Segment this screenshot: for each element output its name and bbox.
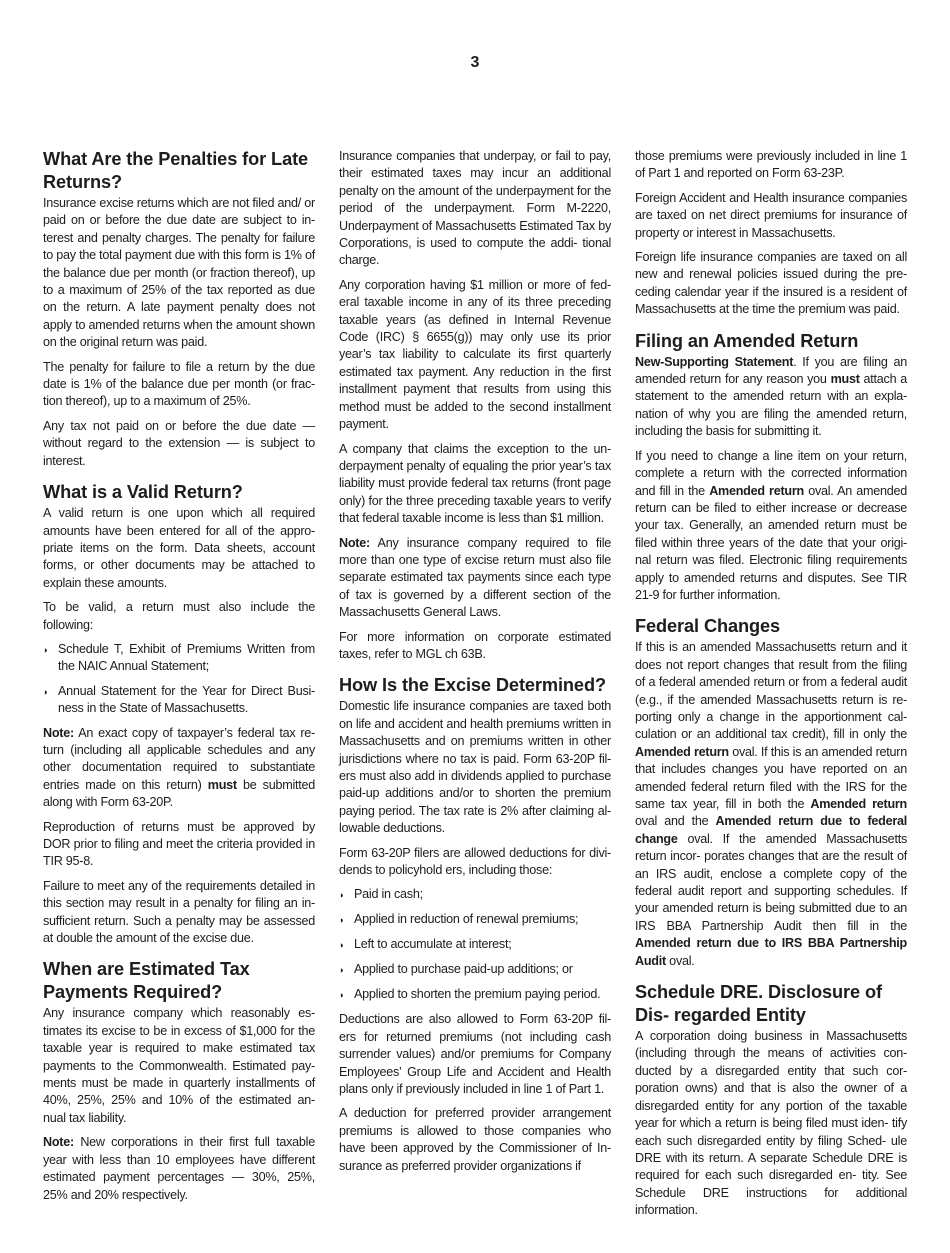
federal-text: oval and the [635,814,716,829]
bullet-text: Left to accumulate at interest; [354,937,512,952]
bullet-text: Schedule T, Exhibit of Premiums Written from the NAIC Annual Statement; [58,641,315,674]
paragraph-ppo: A deduction for preferred provider arrangement premiums is allowed to those companies who have been approved by the Commissioner of In- surance as preferred provider organizations if [339,1106,611,1173]
column-right [635,148,907,1227]
list-item [339,936,611,954]
paragraph-note-2 [43,1134,315,1204]
paragraph-estimated-1: Any insurance company which reasonably es- timates its excise to be in excess of $1,000 for the taxable year is required to make estimated tax payments to the Commonwealth. Estimated pay- ments must be made in quarterly installments of 40%, 25%, 25% and 10% of the estimated an- nual tax liability. [43,1006,315,1125]
paragraph-continued: those premiums were previously included in line 1 of Part 1 and reported on Form 63-23P. [635,149,907,181]
bullet-icon: ◗ [339,965,345,976]
amended-return-label: Amended return [635,744,729,759]
emphasis-must: must [207,777,237,792]
paragraph-valid-1: A valid return is one upon which all required amounts have been entered for all of the appro- priate items on the form. Data sheets, account forms, or other documents may be attached to explain these amounts. [43,506,315,590]
paragraph-penalties-2: The penalty for failure to file a return by the due date is 1% of the balance due per month (or frac- tion thereof), up to a maximum of 25%. [43,359,315,409]
paragraph-penalties-3: Any tax not paid on or before the due date — without regard to the extension — is subject to interest. [43,418,315,468]
paragraph-excise-2: Form 63-20P filers are allowed deductions for divi- dends to policyhold ers, including those: [339,845,611,878]
paragraph-penalties-1: Insurance excise returns which are not filed and/ or paid on or before the due date are subject to in- terest and penalty charges. The penalty for failure to pay the total payment due with this form is 1% of the balance due per month (or fraction thereof), up to a maximum of 25% of the tax reported as due on the return. A late payment penalty does not apply to amended returns when the amount shown on the original return was paid. [43,196,315,350]
paragraph-foreign-life: Foreign life insurance companies are taxed on all new and renewal policies issued during the pre- ceding calendar year if the insured is a resident of Massachusetts at the time the premium was paid. [635,250,907,317]
paragraph-note-3 [339,535,611,622]
heading-excise-determined: How Is the Excise Determined? [339,675,606,696]
amended-text: oval. An amended return can be filed to either increase or decrease your tax. Generally, an amended return must be filed within three years of the date that your origi- nal return was filed. Electronic filing requirements apply to amended returns and disputes. See TIR 21-9 for further information. [635,483,908,602]
paragraph-dre: A corporation doing business in Massachusetts (including through the means of activities con- ducted by a disregarded entity that such cor- poration owns) and that is also the owner of a disregarded entity for any portion of the taxable year for which a return is being filed must iden- tify each such disregarded entity by filing Sched- ule DRE with its return. A separate Schedule DRE is required for each such disregarded en- tity. See Schedule DRE instructions for additional information. [635,1029,907,1218]
paragraph-valid-2: To be valid, a return must also include the following: [43,600,315,632]
amended-text: . If you are filing an amended return for any reason you [635,354,907,387]
emphasis-must: must [830,372,860,387]
heading-penalties: What Are the Penalties for Late Returns? [43,149,309,192]
note-text: New corporations in their first full taxable year with less than 10 employees have different estimated payment percentages — 30%, 25%, 25% and 20% respectively. [43,1135,315,1202]
paragraph-reproduction: Reproduction of returns must be approved by DOR prior to filing and meet the criteria provided in TIR 95-8. [43,819,315,869]
column-left [43,148,315,1211]
heading-federal-changes: Federal Changes [635,616,781,637]
paragraph-amended-2 [635,448,907,605]
amended-text: attach a statement to the amended return with an expla- nation of why you are filing the amended return, including the basis for submitting it. [635,372,907,439]
bullet-icon: ◗ [43,686,49,697]
amended-federal-change-label: Amended return due to federal change [635,814,908,846]
federal-text: oval. If this is an amended return that includes changes you have reported on an amended federal return filed with the IRS for the same tax year, fill in both the [635,744,907,811]
note-text: be submitted along with Form 63-20P. [43,777,315,810]
heading-estimated-payments: When are Estimated Tax Payments Required? [43,959,250,1003]
federal-text: oval. [665,953,695,968]
heading-amended-return: Filing an Amended Return [635,330,859,351]
list-item [43,641,315,676]
bullet-icon: ◗ [339,890,345,901]
paragraph-note-1 [43,725,315,812]
paragraph-million: Any corporation having $1 million or more of fed- eral taxable income in any of its three preceding taxable years (as defined in Internal Revenue Code (IRC) § 6655(g)) may only use its prior year’s tax liability to calculate its first quarterly estimated tax payment. Any reduction in the first installment payment that results from using this method must be added to the second installment payment. [339,277,611,432]
federal-text: oval. If the amended Massachusetts return incor- porates changes that are the result of an IRS audit, enclose a complete copy of the federal audit report and supporting schedules. If your amended return is being submitted due to an IRS BBA Partnership Audit then fill in the [635,831,907,933]
bullet-text: Applied in reduction of renewal premiums; [354,912,579,927]
heading-schedule-dre: Schedule DRE. Disclosure of Dis- regarded Entity [635,982,882,1026]
bullet-text: Applied to shorten the premium paying period. [354,987,601,1002]
bullet-text: Annual Statement for the Year for Direct Busi- ness in the State of Massachusetts. [58,683,315,716]
paragraph-more-info: For more information on corporate estimated taxes, refer to MGL ch 63B. [339,629,611,661]
paragraph-claims: A company that claims the exception to the un- derpayment penalty of equaling the prior year’s tax liability must provide federal tax returns (front page only) for the three preceding taxable years to verify that federal taxable income is less than $1 million. [339,441,611,526]
bullet-text: Applied to purchase paid-up additions; or [354,962,573,977]
paragraph-deductions: Deductions are also allowed to Form 63-20P fil- ers for returned premiums (not including cash surrender values) and/or premiums for Company Employees’ Group Life and Accident and Health plans only if previously included in line 1 of Part 1. [339,1012,611,1097]
heading-valid-return: What is a Valid Return? [43,482,243,503]
list-item [43,683,315,718]
bullet-icon: ◗ [339,915,345,926]
list-item [339,986,611,1004]
bullet-icon: ◗ [339,940,345,951]
paragraph-amended-1 [635,354,907,441]
note-text: An exact copy of taxpayer’s federal tax re- turn (including all applicable schedules and any other documentation required to substantiate entries made on this return) [43,725,315,792]
amended-return-label: Amended return [709,483,804,498]
column-middle [339,148,611,1182]
list-item [339,961,611,979]
list-item [339,886,611,904]
paragraph-underpay: Insurance companies that underpay, or fail to pay, their estimated taxes may incur an additional penalty on the amount of the underpayment for the period of the underpayment. Form M-2220, Underpayment of Massachusetts Estimated Tax by Corporations, is used to compute the addi- tional charge. [339,149,611,268]
paragraph-federal-changes [635,639,907,970]
bullet-icon: ◗ [339,990,345,1001]
list-item [339,911,611,929]
paragraph-foreign-accident-health: Foreign Accident and Health insurance companies are taxed on net direct premiums for insurance of property or interest in Massachusetts. [635,190,907,240]
page-number: 3 [470,54,480,71]
amended-return-label: Amended return [810,797,907,811]
paragraph-failure: Failure to meet any of the requirements detailed in this section may result in a penalty for filing an in- sufficient return. Such a penalty may be assessed at double the amount of the excise due. [43,878,315,946]
paragraph-excise-1: Domestic life insurance companies are taxed both on life and accident and health premiums written in Massachusetts and on premiums written in other jurisdictions where no tax is paid. Form 63-20P fil- ers must also add in dividends applied to purchase paid-up additions and/or to shorten the premium paying period. The tax rate is 2% after claiming al- lowable deductions. [339,699,611,836]
amended-bba-label: Amended return due to IRS BBA Partnership Audit [635,936,907,968]
bullet-icon: ◗ [43,644,49,655]
note-label: Note: [339,535,370,550]
federal-text: If this is an amended Massachusetts return and it does not report changes that result from the filing of a federal amended return or from a federal audit (e.g., if the amended Massachusetts return is re- porting only a change in the apportionment cal- culation or an additional tax credit), fill in only the [635,640,907,742]
amended-text: If you need to change a line item on your return, complete a return with the corrected information and fill in the [635,448,907,498]
note-label: Note: [43,1135,74,1150]
note-text: Any insurance company required to file more than one type of excise return must also file separate estimated tax payments since each type of tax is governed by a different section of the Massachusetts General Laws. [339,535,611,620]
note-label: Note: [43,725,74,740]
new-supporting-label: New-Supporting Statement [635,354,794,369]
bullet-text: Paid in cash; [354,887,423,902]
